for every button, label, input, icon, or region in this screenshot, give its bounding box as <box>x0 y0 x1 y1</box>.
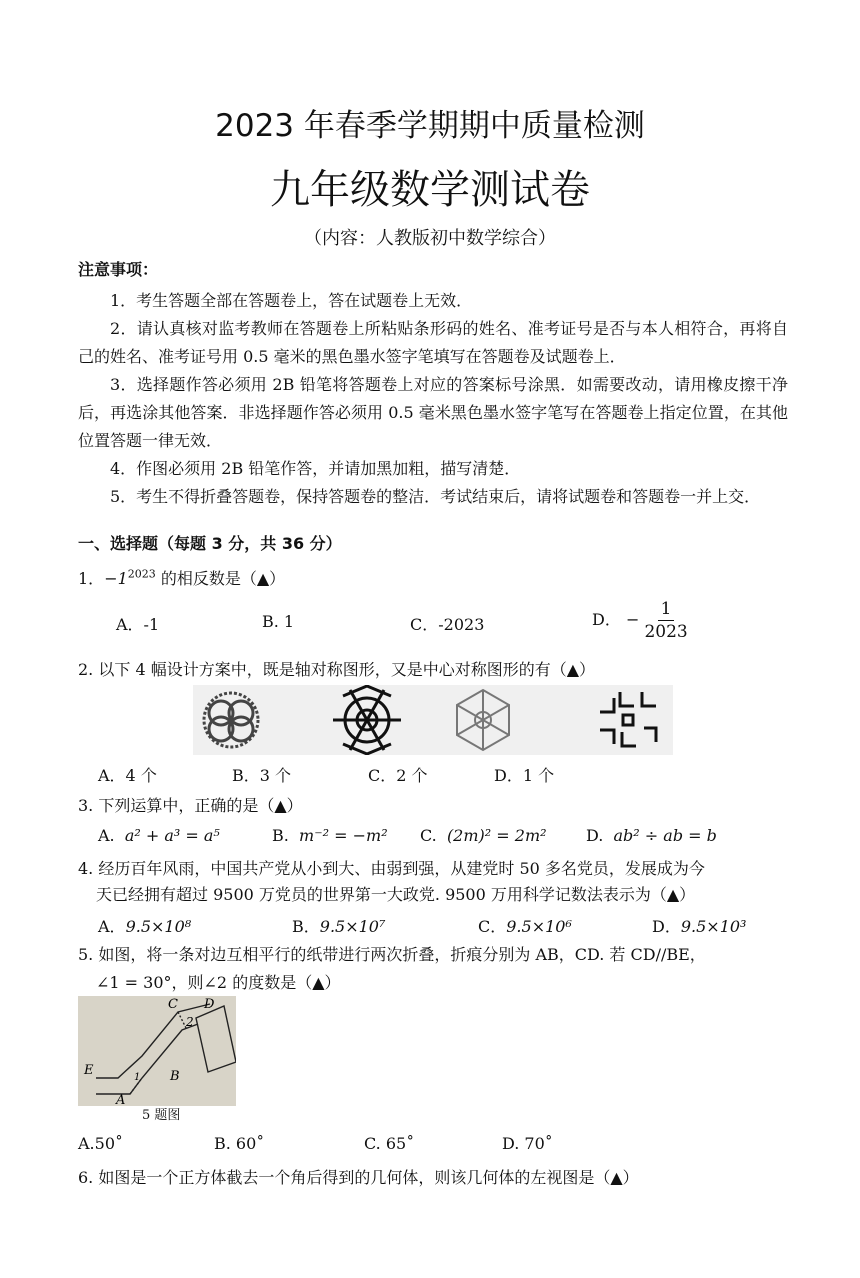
option-label: B． <box>292 917 320 936</box>
q1-text: 的相反数是（▲） <box>155 569 286 588</box>
option-label: A. <box>98 826 115 845</box>
q4-option-b <box>292 914 385 937</box>
q1-number: 1． <box>78 569 105 588</box>
q2-design-figures <box>193 685 673 755</box>
exam-title-line2: 九年级数学测试卷 <box>270 167 590 213</box>
design-1-knot-pattern <box>204 693 258 747</box>
option-value: 9.5×10⁸ <box>125 917 192 936</box>
notice-item-1: 1．考生答题全部在答题卷上，答在试题卷上无效． <box>110 291 473 310</box>
option-value: 9.5×10⁶ <box>506 917 572 936</box>
option-label: C. <box>420 826 437 845</box>
question-4-line2: 天已经拥有超过 9500 万党员的世界第一大政党. 9500 万用科学记数法表示为（▲） <box>96 885 696 904</box>
question-1-stem <box>78 566 285 589</box>
q5-folded-strip-figure <box>78 996 236 1106</box>
label-a: A <box>116 1093 126 1106</box>
q1-base: −1 <box>104 569 128 588</box>
q3-option-d <box>586 826 717 845</box>
q1-option-d-label: D． <box>592 610 621 629</box>
notice-heading: 注意事项： <box>78 260 159 279</box>
q3-option-c <box>420 826 547 845</box>
design-4-block-pattern <box>600 692 656 746</box>
q3-option-a <box>98 826 220 845</box>
notice-item-2: 2．请认真核对监考教师在答题卷上所粘贴条形码的姓名、准考证号是否与本人相符合，再将自己的姓名、准考证号用 0.5 毫米的黑色墨水签字笔填写在答题卷及试题卷上． <box>78 319 788 366</box>
question-3-stem: 3. 下列运算中，正确的是（▲） <box>78 796 303 815</box>
q5-option-a: A.50˚ <box>78 1134 123 1153</box>
fraction-numerator: 1 <box>658 598 675 621</box>
question-6-stem: 6. 如图是一个正方体截去一个角后得到的几何体，则该几何体的左视图是（▲） <box>78 1168 639 1187</box>
design-2-snowflake-pattern <box>333 686 401 754</box>
label-b: B <box>170 1069 180 1084</box>
question-5-line2: ∠1 = 30°，则∠2 的度数是（▲） <box>96 973 341 992</box>
exam-title-line1: 2023 年春季学期期中质量检测 <box>215 108 645 144</box>
q2-option-b: B．3 个 <box>232 766 292 785</box>
q1-option-b: B. 1 <box>262 612 295 631</box>
option-label: D. <box>586 826 604 845</box>
option-label: A． <box>98 917 126 936</box>
question-2-stem: 2. 以下 4 幅设计方案中，既是轴对称图形，又是中心对称图形的有（▲） <box>78 660 596 679</box>
q5-option-d: D. 70˚ <box>502 1134 553 1153</box>
notice-item-5: 5．考生不得折叠答题卷，保持答题卷的整洁．考试结束后，请将试题卷和答题卷一并上交． <box>110 487 761 506</box>
option-expression: m⁻² = −m² <box>299 826 388 845</box>
q5-figure-caption: 5 题图 <box>142 1108 181 1123</box>
option-value: 9.5×10³ <box>680 917 747 936</box>
q5-option-b: B. 60˚ <box>214 1134 265 1153</box>
label-e: E <box>84 1063 94 1078</box>
q2-option-a: A．4 个 <box>98 766 157 785</box>
folded-end-tab <box>196 1006 236 1072</box>
label-d: D <box>204 997 215 1012</box>
label-c: C <box>168 997 178 1012</box>
label-angle-2: 2 <box>186 1015 194 1029</box>
q4-option-c <box>478 914 572 937</box>
fold-edge-lower <box>96 1024 198 1094</box>
option-label: B. <box>272 826 289 845</box>
option-expression: ab² ÷ ab = b <box>613 826 717 845</box>
option-label: C． <box>478 917 507 936</box>
q1-option-d-sign: − <box>625 610 640 629</box>
q3-option-b <box>272 826 388 845</box>
option-label: D． <box>652 917 681 936</box>
section-heading-choice: 一、选择题（每题 3 分，共 36 分） <box>78 534 342 553</box>
q2-option-c: C．2 个 <box>368 766 428 785</box>
option-expression: a² + a³ = a⁵ <box>124 826 220 845</box>
notice-item-4: 4．作图必须用 2B 铅笔作答，并请加黑加粗，描写清楚． <box>110 459 521 478</box>
label-angle-1: 1 <box>134 1072 141 1083</box>
question-4-line1: 4. 经历百年风雨，中国共产党从小到大、由弱到强，从建党时 50 多名党员，发展成为今 <box>78 859 705 878</box>
question-5-line1: 5. 如图，将一条对边互相平行的纸带进行两次折叠，折痕分别为 AB，CD. 若 CD//BE， <box>78 945 706 964</box>
q1-option-d-fraction <box>644 598 687 643</box>
q1-option-d <box>592 598 688 643</box>
q2-option-d: D．1 个 <box>494 766 555 785</box>
q5-option-c: C. 65˚ <box>364 1134 415 1153</box>
notice-item-3: 3．选择题作答必须用 2B 铅笔将答题卷上对应的答案标号涂黑．如需要改动，请用橡皮擦干净后，再选涂其他答案．非选择题作答必须用 0.5 毫米黑色墨水签字笔写在答题卷上指定位置，在其他位置答题一律无效． <box>78 375 788 450</box>
q4-option-d <box>652 914 746 937</box>
notice-list <box>78 287 788 511</box>
q1-option-a: A．-1 <box>116 615 160 634</box>
fold-crease-cd <box>178 1012 186 1028</box>
fraction-denominator: 2023 <box>644 622 688 642</box>
q1-option-c: C．-2023 <box>410 615 485 634</box>
q4-option-a <box>98 914 191 937</box>
q1-exponent: 2023 <box>127 567 156 581</box>
option-value: 9.5×10⁷ <box>319 917 386 936</box>
exam-subtitle: （内容：人教版初中数学综合） <box>304 228 556 249</box>
option-expression: (2m)² = 2m² <box>446 826 547 845</box>
design-3-crystal-pattern <box>457 690 509 750</box>
